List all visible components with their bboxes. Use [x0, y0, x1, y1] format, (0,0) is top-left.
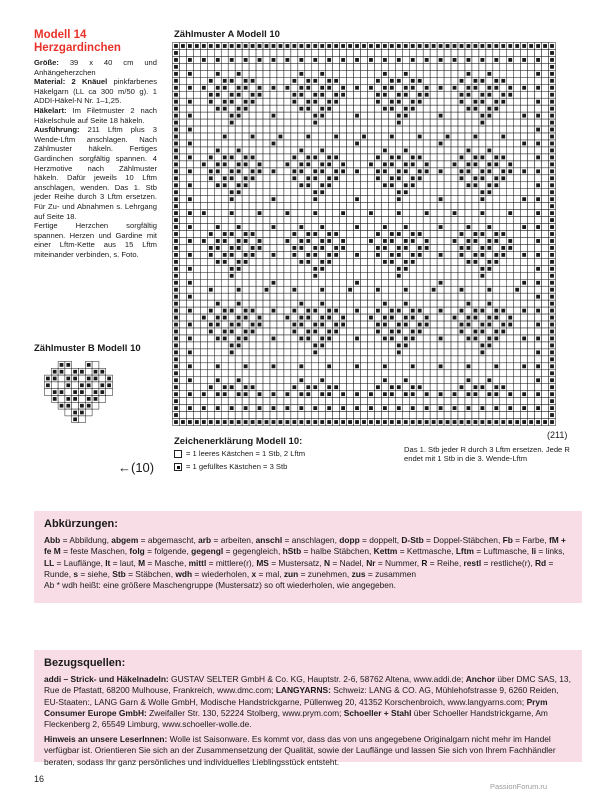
abbreviation-meaning: = Stäbchen: [125, 568, 171, 579]
page-number: 16: [34, 774, 45, 784]
abbreviation-meaning: = Kettmasche: [397, 546, 452, 557]
abbreviation-meaning: = Runde: [44, 557, 554, 579]
legend-empty-text: = 1 leeres Kästchen = 1 Stb, 2 Lftm: [186, 449, 306, 458]
abbreviation-meaning: = Masche: [145, 557, 184, 568]
chart-b-heart-grid: [44, 361, 114, 471]
abbreviation-term: hStb: [282, 546, 302, 557]
abbreviation-term: wdh: [175, 568, 193, 579]
abbreviation-meaning: = gegengleich: [223, 546, 278, 557]
chart-a-count: (211): [547, 430, 568, 440]
abbreviation-term: Rd: [534, 557, 547, 568]
empty-box-icon: [174, 450, 182, 458]
bezugsquellen-text: [44, 674, 572, 730]
model-description: [34, 58, 157, 259]
anchor-text: über DMC SAS, 13, Rue de Pfastatt, 68200 Mulhouse, Frankreich, www.dmc.com;: [44, 674, 571, 696]
abbreviation-meaning: = abgemascht: [138, 535, 194, 546]
abbreviation-meaning: = zunehmen: [298, 568, 347, 579]
prym-label: Prym Consumer Europe GmbH:: [44, 696, 548, 718]
lang-text: Schweiz: LANG & CO. AG, Mühlehofstrasse 9, 6260 Reiden, EU-Staaten:, LANG Garn & Wolle GmbH, Modische Handstrickgarne, Püllenweg 20, 41352 Korschenbroich, www.langyarns.com;: [44, 685, 559, 707]
hinweis-text: [44, 734, 572, 768]
abkuerzungen-list: Abb = Abbildung, abgem = abgemascht, arb = arbeiten, anschl = anschlagen, dopp = doppelt, D-Stb = Doppel-Stäbchen, Fb = Farbe, fM + fe M = feste Maschen, folg = folgende, gegengl = gegengleich, hStb = halbe Stäbchen, Kettm = Kettmasche, Lftm = Luftmasche, li = links, LL = Lauflänge, It = laut, M = Masche, mittl = mittlere(r), MS = Mustersatz, N = Nadel, Nr = Nummer, R = Reihe, restl = restliche(r), Rd = Runde, s = siehe, Stb = Stäbchen, wdh = wiederholen, x = mal, zun = zunehmen, zus = zusammen: [44, 535, 566, 579]
model-number: Modell 14: [34, 29, 87, 41]
watermark: PassionForum.ru: [490, 782, 548, 791]
abbreviation-term: abgem: [111, 535, 139, 546]
chart-b-count: [118, 460, 154, 475]
abbreviation-meaning: = mal: [256, 568, 280, 579]
abkuerzungen-box: [34, 511, 582, 603]
lang-label: LANGYARNS:: [275, 685, 331, 696]
abbreviation-term: N: [324, 557, 331, 568]
abbreviation-term: Fb: [502, 535, 513, 546]
abbreviation-meaning: = anschlagen: [282, 535, 335, 546]
abbreviation-meaning: = links: [536, 546, 563, 557]
abbreviation-term: R: [421, 557, 428, 568]
abbreviation-term: mittl: [188, 557, 207, 568]
abbreviation-meaning: = arbeiten: [211, 535, 251, 546]
legend-filled-row: [174, 462, 287, 471]
abbreviation-term: arb: [198, 535, 212, 546]
chart-a-title: Zählmuster A Modell 10: [174, 29, 280, 40]
groesse-label: Größe:: [34, 58, 59, 67]
abbreviation-meaning: = siehe: [78, 568, 108, 579]
abbreviation-meaning: = mittlere(r): [206, 557, 252, 568]
abbreviation-term: fM + fe M: [44, 535, 566, 557]
abbreviation-term: Kettm: [373, 546, 398, 557]
bezugsquellen-box: [34, 650, 582, 767]
abbreviation-term: zus: [351, 568, 366, 579]
legend-filled-text: = 1 gefülltes Kästchen = 3 Stb: [186, 462, 288, 471]
abbreviation-term: s: [73, 568, 79, 579]
abbreviation-meaning: = restliche(r): [481, 557, 531, 568]
material-text: pinkfarbenes Häkelgarn (LL ca 300 m/50 g). 1 ADDI-Häkel-N Nr. 1–1,25.: [34, 77, 157, 106]
haekelart-label: Häkelart:: [34, 105, 67, 115]
abbreviation-term: zun: [283, 568, 299, 579]
material-label: Material:: [34, 77, 66, 87]
chart-b-count-label: (10): [131, 460, 155, 475]
abbreviation-term: li: [531, 546, 537, 557]
hinweis-label: Hinweis an unsere LeserInnen:: [44, 734, 168, 745]
legend-empty-row: [174, 449, 305, 458]
abbreviation-term: LL: [44, 557, 55, 568]
abbreviation-meaning: = Nummer: [375, 557, 417, 568]
abbreviation-term: D-Stb: [401, 535, 424, 546]
abbreviation-term: It: [105, 557, 111, 568]
abbreviation-meaning: = doppelt: [359, 535, 397, 546]
abbreviation-term: folg: [129, 546, 145, 557]
legend-title: Zeichenerklärung Modell 10:: [174, 436, 303, 447]
chart-note: Das 1. Stb jeder R durch 3 Lftm ersetzen. Jede R endet mit 1 Stb in die 3. Wende-Lftm: [404, 445, 570, 464]
abbreviation-meaning: = Luftmasche: [473, 546, 527, 557]
abbreviation-term: restl: [463, 557, 482, 568]
prym-text: Zweifaller Str. 130, 52224 Stolberg, www.prym.com;: [146, 707, 344, 718]
abbreviation-meaning: = laut: [110, 557, 134, 568]
bezugsquellen-title: Bezugsquellen:: [44, 657, 126, 669]
abbreviation-meaning: = Abbildung: [60, 535, 107, 546]
abbreviation-meaning: = Nadel: [330, 557, 362, 568]
ausfuehrung-label: Ausführung:: [34, 125, 80, 135]
abbreviation-term: M: [138, 557, 146, 568]
abbreviation-term: Nr: [366, 557, 376, 568]
model-name: Herzgardinchen: [34, 42, 121, 54]
model-title: [34, 29, 121, 55]
abbreviation-meaning: = Lauflänge: [54, 557, 101, 568]
abbreviation-meaning: = halbe Stäbchen: [301, 546, 369, 557]
abbreviation-meaning: = zusammen: [365, 568, 417, 579]
schoeller-label: Schoeller + Stahl: [343, 707, 412, 718]
abbreviation-meaning: = feste Maschen: [60, 546, 125, 557]
chart-b-title: Zählmuster B Modell 10: [34, 343, 141, 354]
abbreviation-term: MS: [256, 557, 269, 568]
finish-text: Fertige Herzchen sorgfältig spannen. Herzen und Gardine mit einer Lftm-Kette aus 15 Lftm miteinander verbinden, s. Foto.: [34, 221, 157, 259]
addi-label: addi – Strick- und Häkelnadeln:: [44, 674, 169, 685]
abbreviation-term: x: [251, 568, 257, 579]
abbreviation-meaning: = Doppel-Stäbchen: [423, 535, 498, 546]
hinweis-body: Wolle ist Saisonware. Es kommt vor, dass das von uns angegebene Originalgarn nicht mehr im Handel verfügbar ist. Orientieren Sie sich an der Zusammensetzung der Qualität, sowie der Lauflänge und lassen Sie sich von Ihrem Fachhändler beraten, sodass Ihr ganz persönliches und individuelles Lieblingsstück entsteht.: [44, 734, 556, 767]
abkuerzungen-title: Abkürzungen:: [44, 518, 118, 530]
abbreviation-term: gegengl: [191, 546, 224, 557]
chart-a-grid: [172, 42, 556, 426]
abbreviation-meaning: = Mustersatz: [268, 557, 320, 568]
addi-text: GUSTAV SELTER GmbH & Co. KG, Hauptstr. 2-6, 58762 Altena, www.addi.de;: [168, 674, 466, 685]
anchor-label: Anchor: [465, 674, 496, 685]
abkuerzungen-footnote: Ab * wdh heißt: eine größere Maschengruppe (Mustersatz) so oft wiederholen, wie angegeben.: [44, 580, 396, 591]
groesse-text: 39 x 40 cm und Anhängeherzchen: [34, 58, 157, 77]
abbreviation-meaning: = Reihe: [427, 557, 459, 568]
schoeller-text: über Schoeller Handstrickgarne, Am Fleckenberg 2, 65549 Limburg, www.schoeller-wolle.de.: [44, 707, 548, 730]
abbreviation-meaning: = wiederholen: [192, 568, 247, 579]
abbreviation-term: dopp: [339, 535, 360, 546]
abbreviation-term: Lftm: [455, 546, 474, 557]
abbreviation-meaning: = Farbe: [512, 535, 545, 546]
abbreviation-term: Stb: [112, 568, 126, 579]
material-bold: 2 Knäuel: [65, 77, 108, 87]
arrow-left-icon: ←: [118, 460, 131, 475]
ausfuehrung-text: 211 Lftm plus 3 Wende-Lftm anschlagen. Nach Zählmuster häkeln. Fertiges Gardinchen sorgfältig spannen. 4 Herzmotive nach Zählmuster häkeln. Dafür jeweils 10 Lftm anschlagen, wenden. Das 1. Stb jeder Reihe durch 3 Lftm ersetzen. Für Zu- und Abnahmen s. Lehrgang auf Seite 18.: [34, 125, 157, 221]
abbreviation-term: anschl: [255, 535, 283, 546]
abbreviation-meaning: = folgende: [144, 546, 187, 557]
haekelart-text: Im Filetmuster 2 nach Häkelschule auf Seite 18 häkeln.: [34, 105, 157, 125]
filled-box-icon: [174, 463, 182, 471]
abbreviation-term: Abb: [44, 535, 61, 546]
